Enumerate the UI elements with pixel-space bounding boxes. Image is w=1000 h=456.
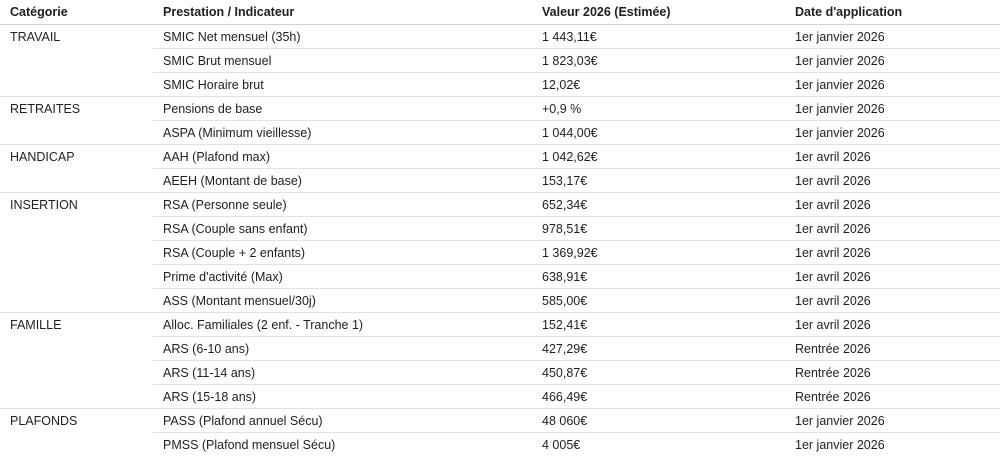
value-cell: 12,02€ [532, 73, 785, 97]
value-cell: 638,91€ [532, 265, 785, 289]
indicator-cell: SMIC Brut mensuel [153, 49, 532, 73]
table-row [0, 193, 1000, 217]
indicator-cell: RSA (Couple sans enfant) [153, 217, 532, 241]
value-cell: 4 005€ [532, 433, 785, 456]
date-cell: 1er avril 2026 [785, 193, 1000, 217]
category-cell [0, 121, 153, 145]
date-cell: 1er janvier 2026 [785, 25, 1000, 49]
indicator-cell: ARS (6-10 ans) [153, 337, 532, 361]
category-cell [0, 385, 153, 409]
category-cell: TRAVAIL [0, 25, 153, 49]
date-cell: 1er avril 2026 [785, 169, 1000, 193]
value-cell: 1 823,03€ [532, 49, 785, 73]
indicator-cell: ASS (Montant mensuel/30j) [153, 289, 532, 313]
table-row [0, 313, 1000, 337]
value-cell: 1 369,92€ [532, 241, 785, 265]
date-cell: 1er janvier 2026 [785, 97, 1000, 121]
indicator-cell: SMIC Horaire brut [153, 73, 532, 97]
category-cell [0, 361, 153, 385]
column-header-value: Valeur 2026 (Estimée) [532, 0, 785, 25]
indicator-cell: SMIC Net mensuel (35h) [153, 25, 532, 49]
date-cell: 1er janvier 2026 [785, 433, 1000, 456]
column-header-category: Catégorie [0, 0, 153, 25]
value-cell: +0,9 % [532, 97, 785, 121]
column-header-indicator: Prestation / Indicateur [153, 0, 532, 25]
value-cell: 466,49€ [532, 385, 785, 409]
date-cell: 1er avril 2026 [785, 265, 1000, 289]
table-row [0, 241, 1000, 265]
category-cell: PLAFONDS [0, 409, 153, 433]
category-cell [0, 289, 153, 313]
indicator-cell: Alloc. Familiales (2 enf. - Tranche 1) [153, 313, 532, 337]
table-row [0, 217, 1000, 241]
value-cell: 153,17€ [532, 169, 785, 193]
date-cell: 1er janvier 2026 [785, 49, 1000, 73]
table-row [0, 121, 1000, 145]
indicator-cell: RSA (Personne seule) [153, 193, 532, 217]
indicator-cell: PMSS (Plafond mensuel Sécu) [153, 433, 532, 456]
category-cell [0, 49, 153, 73]
indicator-cell: PASS (Plafond annuel Sécu) [153, 409, 532, 433]
category-cell: FAMILLE [0, 313, 153, 337]
table-row [0, 433, 1000, 456]
category-cell [0, 433, 153, 456]
table-row [0, 25, 1000, 49]
date-cell: Rentrée 2026 [785, 337, 1000, 361]
indicator-cell: ARS (15-18 ans) [153, 385, 532, 409]
table-row [0, 145, 1000, 169]
value-cell: 1 044,00€ [532, 121, 785, 145]
date-cell: 1er janvier 2026 [785, 121, 1000, 145]
indicator-cell: Pensions de base [153, 97, 532, 121]
table-row [0, 385, 1000, 409]
category-cell [0, 265, 153, 289]
value-cell: 1 443,11€ [532, 25, 785, 49]
value-cell: 152,41€ [532, 313, 785, 337]
date-cell: 1er avril 2026 [785, 313, 1000, 337]
value-cell: 978,51€ [532, 217, 785, 241]
value-cell: 450,87€ [532, 361, 785, 385]
date-cell: 1er avril 2026 [785, 289, 1000, 313]
table-row [0, 265, 1000, 289]
date-cell: 1er janvier 2026 [785, 73, 1000, 97]
table-row [0, 409, 1000, 433]
indicator-cell: AAH (Plafond max) [153, 145, 532, 169]
indicator-cell: Prime d'activité (Max) [153, 265, 532, 289]
table-body [0, 25, 1000, 456]
category-cell: HANDICAP [0, 145, 153, 169]
category-cell [0, 337, 153, 361]
category-cell: INSERTION [0, 193, 153, 217]
value-cell: 652,34€ [532, 193, 785, 217]
value-cell: 585,00€ [532, 289, 785, 313]
value-cell: 427,29€ [532, 337, 785, 361]
value-cell: 1 042,62€ [532, 145, 785, 169]
table-row [0, 289, 1000, 313]
indicator-cell: ARS (11-14 ans) [153, 361, 532, 385]
column-header-date: Date d'application [785, 0, 1000, 25]
table-row [0, 73, 1000, 97]
category-cell [0, 169, 153, 193]
indicator-cell: ASPA (Minimum vieillesse) [153, 121, 532, 145]
category-cell: RETRAITES [0, 97, 153, 121]
category-cell [0, 241, 153, 265]
date-cell: 1er avril 2026 [785, 241, 1000, 265]
indicator-cell: AEEH (Montant de base) [153, 169, 532, 193]
date-cell: 1er janvier 2026 [785, 409, 1000, 433]
table-row [0, 361, 1000, 385]
date-cell: Rentrée 2026 [785, 385, 1000, 409]
table-row [0, 49, 1000, 73]
table-row [0, 169, 1000, 193]
table-header-row [0, 0, 1000, 25]
table-row [0, 97, 1000, 121]
indicator-cell: RSA (Couple + 2 enfants) [153, 241, 532, 265]
category-cell [0, 73, 153, 97]
date-cell: 1er avril 2026 [785, 145, 1000, 169]
value-cell: 48 060€ [532, 409, 785, 433]
category-cell [0, 217, 153, 241]
table-row [0, 337, 1000, 361]
date-cell: 1er avril 2026 [785, 217, 1000, 241]
date-cell: Rentrée 2026 [785, 361, 1000, 385]
